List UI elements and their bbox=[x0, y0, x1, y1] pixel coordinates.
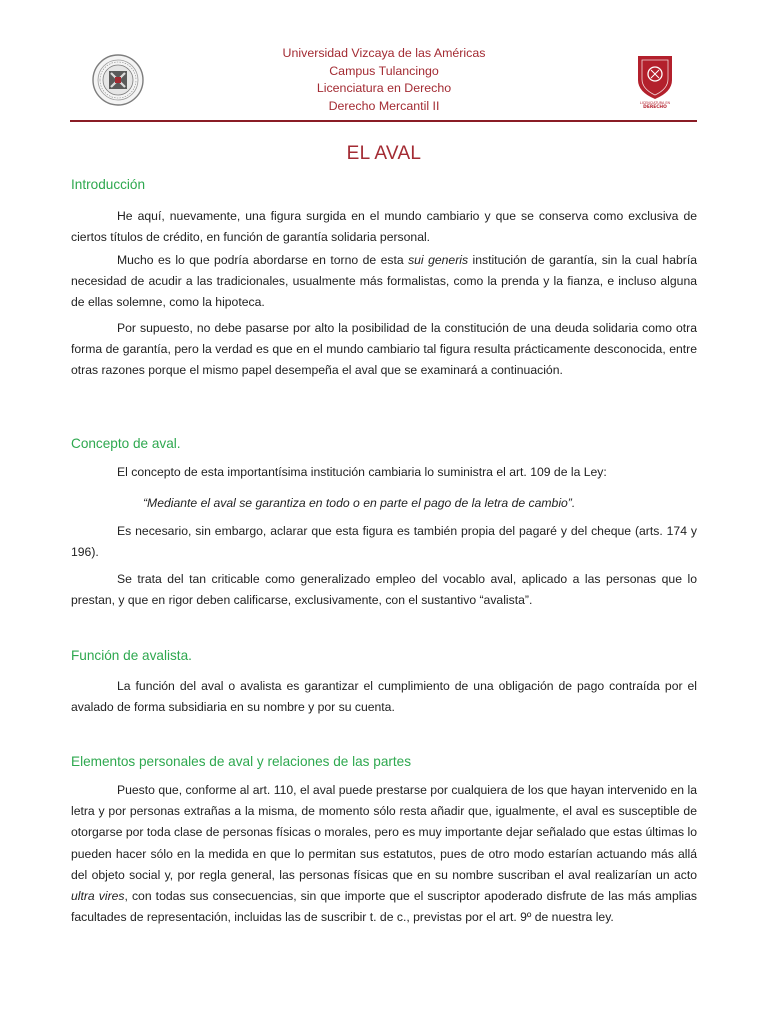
paragraph: La función del aval o avalista es garantizar el cumplimiento de una obligación de pago contraída por el avalado de forma subsidiaria en su nombre y por su cuenta. bbox=[71, 679, 697, 715]
header-divider bbox=[70, 120, 697, 122]
section-heading-elementos: Elementos personales de aval y relaciones de las partes bbox=[71, 754, 412, 769]
page-header bbox=[70, 40, 698, 122]
section-heading-introduccion: Introducción bbox=[71, 177, 146, 192]
degree-name: Licenciatura en Derecho bbox=[316, 81, 452, 95]
paragraph: Puesto que, conforme al art. 110, el aval puede prestarse por cualquiera de los que hayan intervenido en la letra y por personas extrañas a la misma, de momento sólo resta añadir que, igualmente, el aval es susceptible de otorgarse por toda clase de personas físicas o morales, pero es muy importante dejar señalado que estas últimas lo pueden hacer sólo en la medida en que lo permitan sus estatutos, pues de otro modo estarían actuando más allá del objeto social y, por regla general, las personas físicas que en su nombre suscriban el aval realizarían un acto ultra vires, con todas sus consecuencias, sin que importe que el suscriptor apoderado disfrute de las más amplias facultades de representación, incluidas las de suscribir t. de c., previstas por el art. 9º de nuestra ley. bbox=[71, 783, 698, 925]
paragraph: El concepto de esta importantísima institución cambiaria lo suministra el art. 109 de la Ley: bbox=[117, 465, 607, 479]
paragraph: He aquí, nuevamente, una figura surgida en el mundo cambiario y que se conserva como exclusiva de ciertos títulos de crédito, en función de garantía solidaria personal. bbox=[71, 209, 697, 245]
paragraph: Mucho es lo que podría abordarse en torno de esta sui generis institución de garantía, sin la cual habría necesidad de acudir a las tradicionales, usualmente más formalistas, como la prenda y la fianza, e incluso alguna de ellas solemne, como la hipoteca. bbox=[71, 253, 697, 310]
university-name: Universidad Vizcaya de las Américas bbox=[282, 46, 486, 60]
document-title: EL AVAL bbox=[346, 143, 422, 164]
campus-name: Campus Tulancingo bbox=[329, 63, 439, 78]
svg-text:DERECHO: DERECHO bbox=[643, 105, 667, 108]
paragraph: Es necesario, sin embargo, aclarar que esta figura es también propia del pagaré y del cheque (arts. 174 y 196). bbox=[71, 524, 697, 560]
paragraph: Se trata del tan criticable como generalizado empleo del vocablo aval, aplicado a las personas que lo prestan, y que en rigor deben calificarse, exclusivamente, con el sustantivo “avalista”. bbox=[71, 572, 697, 608]
university-seal-logo bbox=[92, 54, 144, 106]
course-name: Derecho Mercantil II bbox=[328, 98, 440, 113]
section-heading-funcion: Función de avalista. bbox=[71, 648, 192, 663]
institution-header bbox=[190, 45, 578, 115]
paragraph: Por supuesto, no debe pasarse por alto la posibilidad de la constitución de una deuda solidaria como otra forma de garantía, pero la verdad es que en el mundo cambiario tal figura resulta prácticamente desconocida, entre otras razones porque el mismo papel desempeña el aval que se examinará a continuación. bbox=[71, 321, 697, 378]
law-shield-logo bbox=[630, 52, 680, 108]
svg-text:LICENCIATURA EN: LICENCIATURA EN bbox=[639, 101, 671, 105]
law-quote: “Mediante el aval se garantiza en todo o en parte el pago de la letra de cambio”. bbox=[143, 496, 576, 510]
section-heading-concepto: Concepto de aval. bbox=[71, 436, 181, 451]
